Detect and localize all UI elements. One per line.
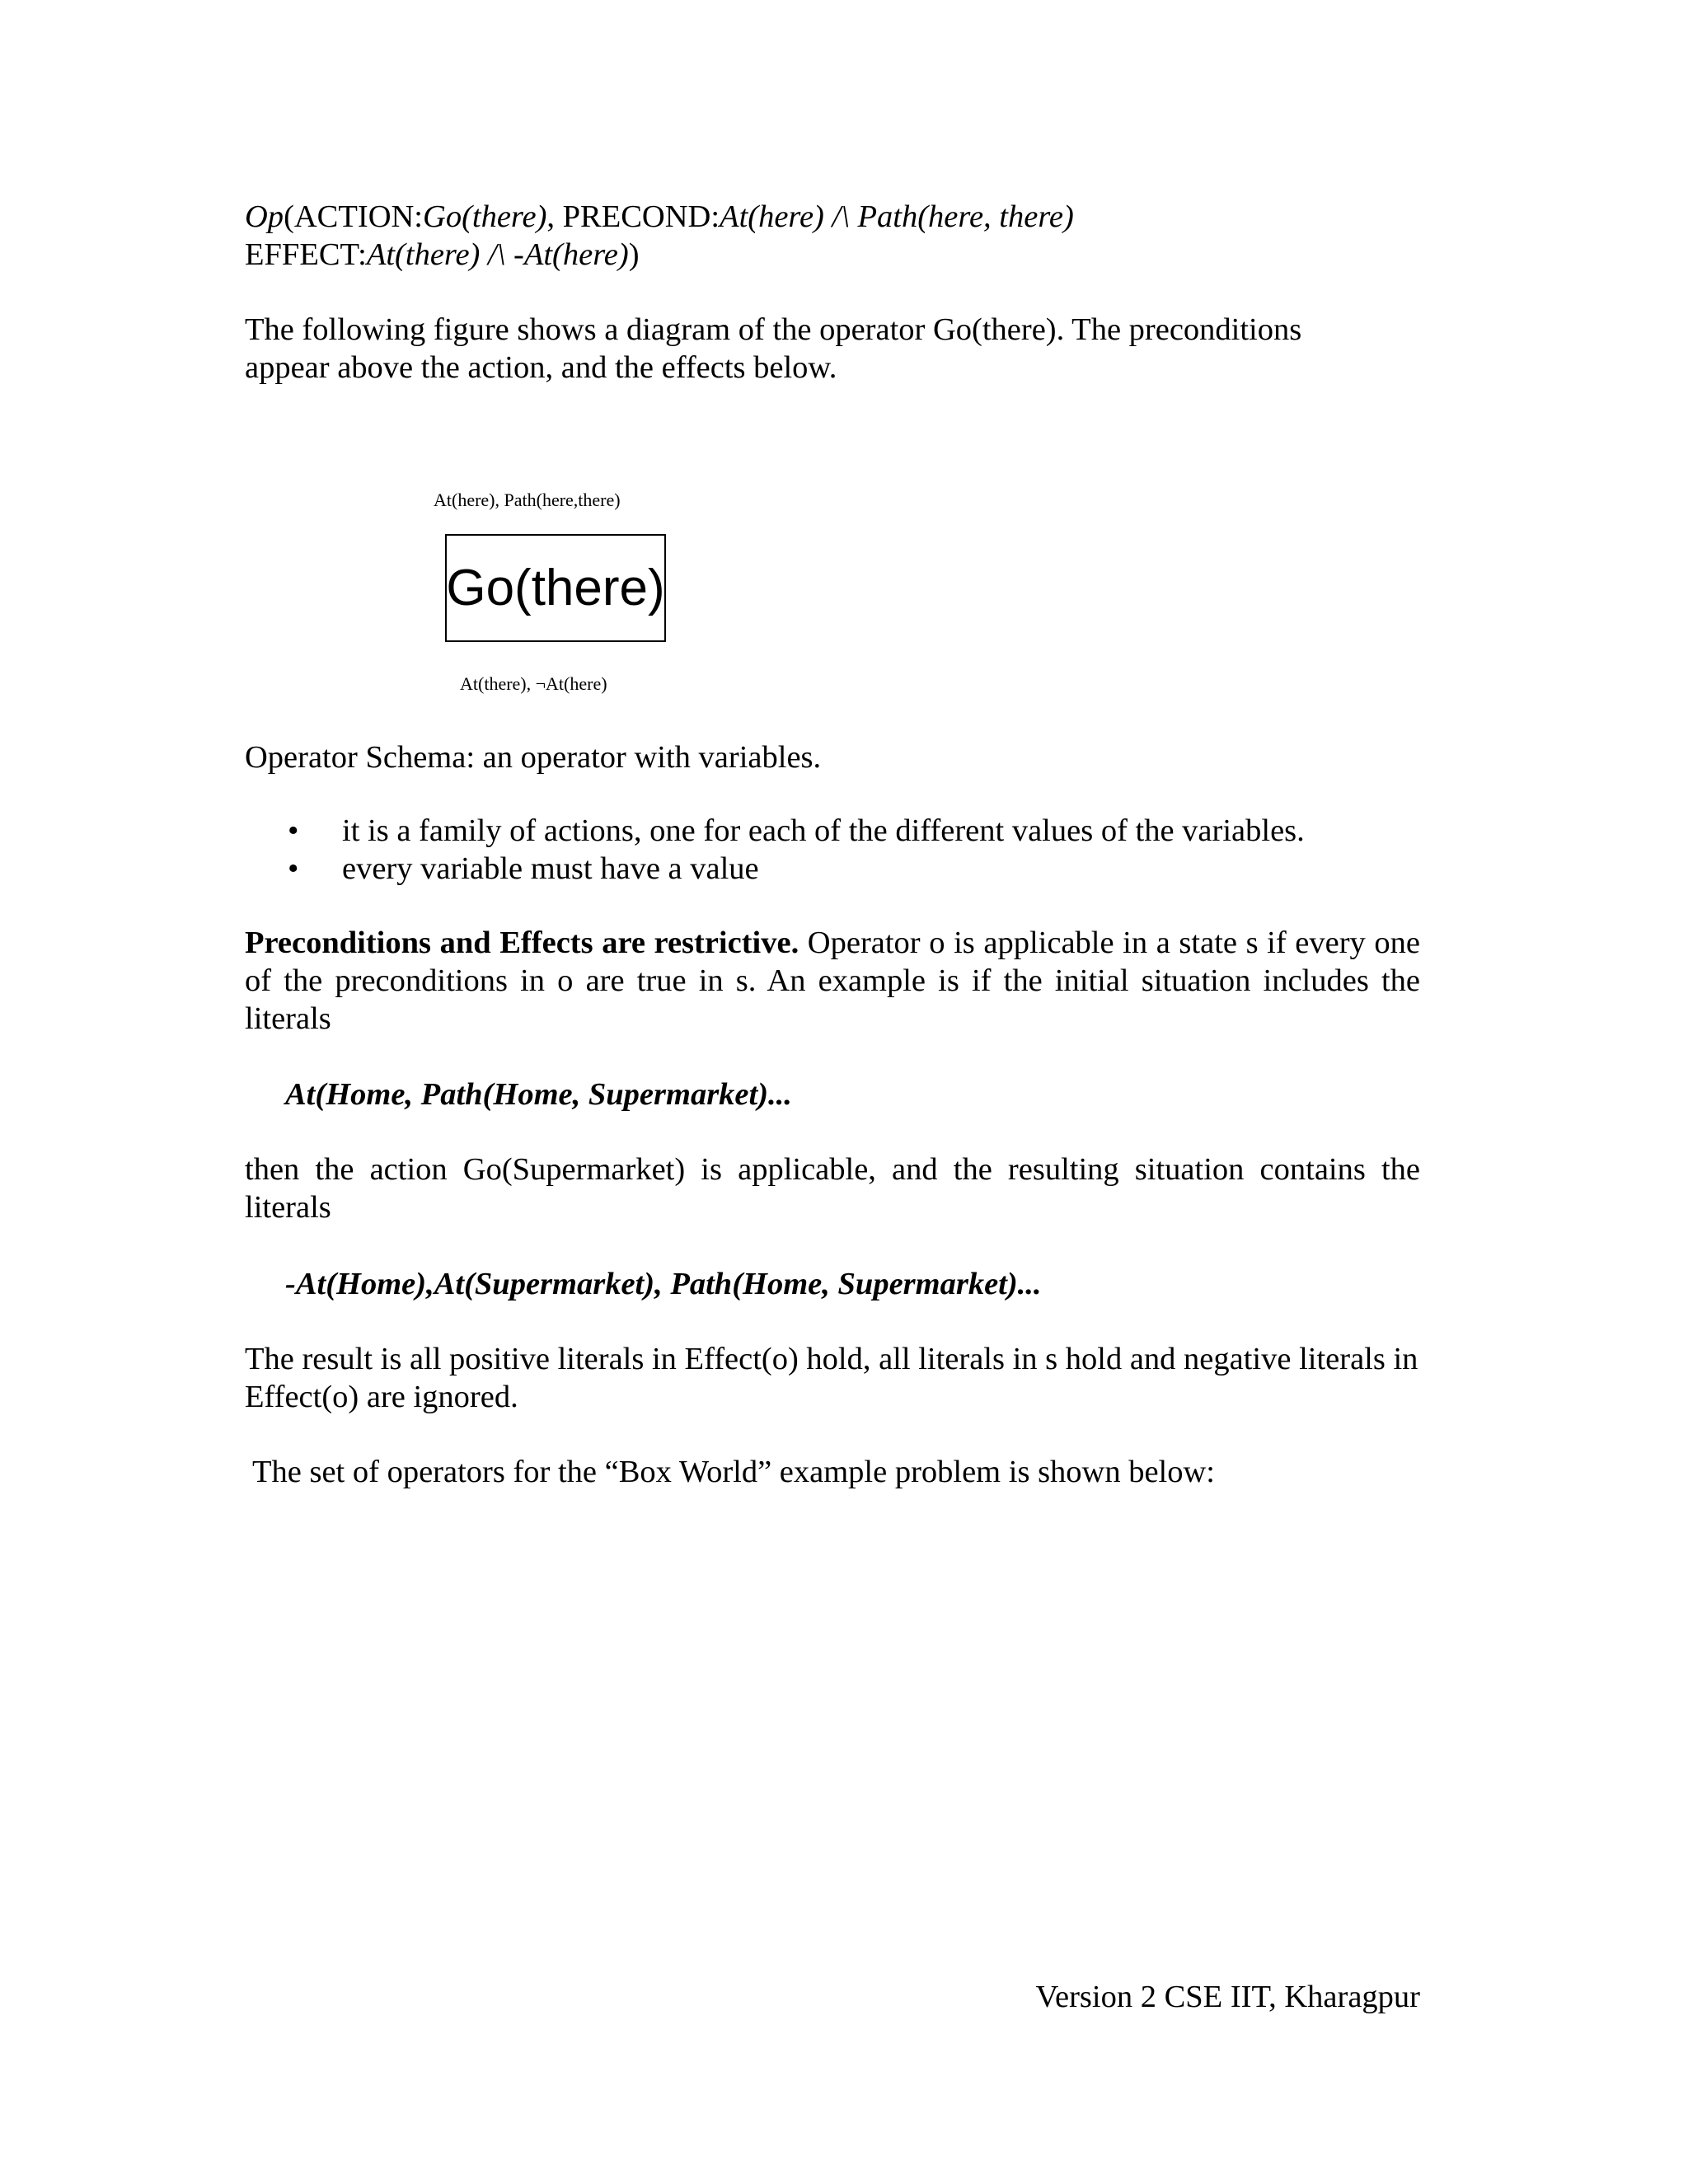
bullet-icon: • bbox=[288, 851, 299, 886]
precond-value: At(here) /\ Path(here, there) bbox=[720, 199, 1074, 234]
effect-close: ) bbox=[628, 237, 640, 272]
op-keyword: Op bbox=[245, 199, 284, 234]
example-literals-result: -At(Home),At(Supermarket), Path(Home, Supermarket)... bbox=[285, 1267, 1042, 1301]
result-paragraph: The result is all positive literals in Effect(o) hold, all literals in s hold and negative literals in Effect(o) are ignored. bbox=[245, 1342, 1418, 1414]
restrictive-lead: Preconditions and Effects are restrictive. bbox=[245, 926, 799, 960]
action-value: Go(there) bbox=[423, 199, 547, 234]
list-item bbox=[245, 812, 1305, 850]
bullet-text: every variable must have a value bbox=[342, 851, 759, 886]
bullet-icon: • bbox=[288, 813, 299, 848]
then-paragraph: then the action Go(Supermarket) is applicable, and the resulting situation contains the literals bbox=[245, 1152, 1420, 1225]
precond-label: , PRECOND: bbox=[546, 199, 720, 234]
list-item bbox=[245, 850, 1305, 888]
operator-definition-line1 bbox=[245, 198, 1074, 236]
diagram-action-label: Go(there) bbox=[446, 560, 665, 616]
schema-heading: Operator Schema: an operator with variables. bbox=[245, 740, 822, 775]
action-label: (ACTION: bbox=[284, 199, 424, 234]
diagram-effects: At(there), ¬At(here) bbox=[460, 673, 607, 694]
restrictive-text: Operator o is applicable in a state s if every one of the preconditions in o are true in s. An example is if the initial situation includes the literals bbox=[245, 926, 1420, 1036]
effect-label: EFFECT: bbox=[245, 237, 367, 272]
effect-value: At(there) /\ -At(here) bbox=[366, 237, 629, 272]
restrictive-paragraph bbox=[245, 924, 1420, 1038]
diagram-preconditions: At(here), Path(here,there) bbox=[434, 490, 621, 510]
bullet-text: it is a family of actions, one for each of the different values of the variables. bbox=[342, 813, 1305, 848]
intro-line2: appear above the action, and the effects below. bbox=[245, 350, 837, 385]
box-world-intro: The set of operators for the “Box World” example problem is shown below: bbox=[252, 1455, 1216, 1489]
page-footer: Version 2 CSE IIT, Kharagpur bbox=[1035, 1980, 1420, 2014]
example-literals-initial: At(Home, Path(Home, Supermarket)... bbox=[285, 1077, 792, 1112]
operator-definition-line2 bbox=[245, 236, 640, 274]
intro-line1: The following figure shows a diagram of the operator Go(there). The preconditions bbox=[245, 312, 1302, 347]
diagram-action-box bbox=[445, 534, 666, 642]
schema-bullet-list bbox=[245, 812, 1305, 888]
